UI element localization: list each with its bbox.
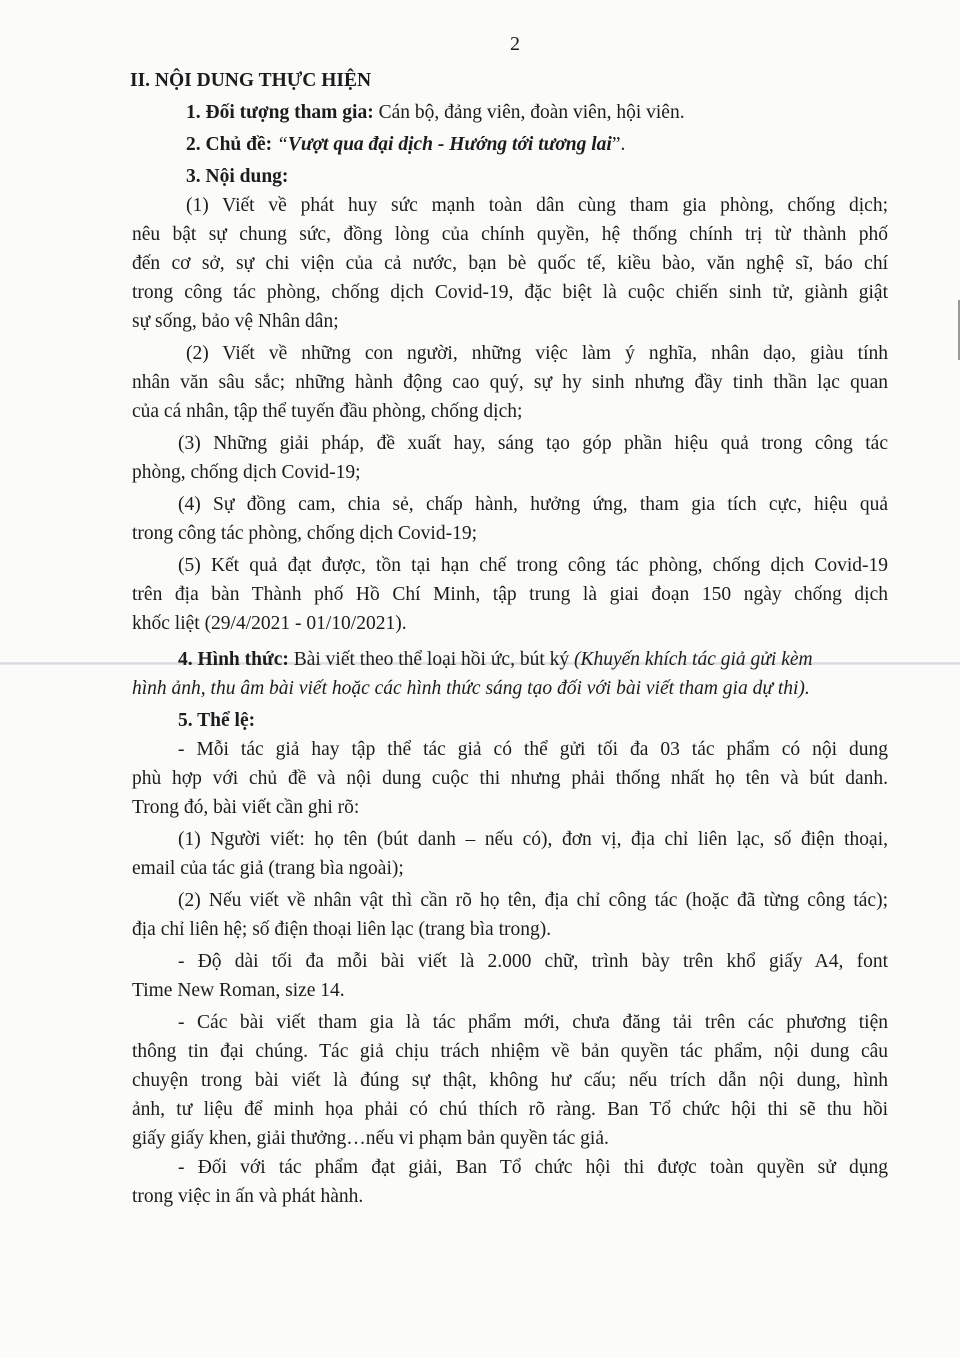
paragraph-line: trong công tác phòng, chống dịch Covid-19; bbox=[132, 523, 477, 544]
paragraph-line: giấy giấy khen, giải thưởng…nếu vi phạm bản quyền tác giả. bbox=[132, 1128, 609, 1149]
paragraph-line: nhân văn sâu sắc; những hành động cao quý, sự hy sinh nhưng đầy tinh thần lạc quan bbox=[132, 372, 888, 393]
form-label: 4. Hình thức: bbox=[178, 649, 289, 670]
rule-2 bbox=[132, 947, 888, 1005]
theme-label: 2. Chủ đề: bbox=[186, 134, 273, 155]
paragraph-line: (1) Viết về phát huy sức mạnh toàn dân cùng tham gia phòng, chống dịch; bbox=[186, 195, 888, 216]
participants-label: 1. Đối tượng tham gia: bbox=[186, 102, 374, 123]
content-heading: 3. Nội dung: bbox=[186, 166, 289, 187]
theme-paragraph bbox=[132, 130, 888, 159]
paragraph-line: phòng, chống dịch Covid-19; bbox=[132, 462, 361, 483]
paragraph-line: (3) Những giải pháp, đề xuất hay, sáng tạo góp phần hiệu quả trong công tác bbox=[178, 433, 888, 454]
form-note-line-2: hình ảnh, thu âm bài viết hoặc các hình thức sáng tạo đối với bài viết tham gia dự thi). bbox=[132, 678, 810, 699]
paragraph-line: (2) Viết về những con người, những việc làm ý nghĩa, nhân dạo, giàu tính bbox=[186, 343, 888, 364]
page-number: 2 bbox=[510, 33, 520, 55]
rule-4 bbox=[132, 1153, 888, 1211]
paragraph-line: đến cơ sở, sự chi viện của cả nước, bạn bè quốc tế, kiều bào, văn nghệ sĩ, báo chí bbox=[132, 253, 888, 274]
rule-3 bbox=[132, 1008, 888, 1153]
paragraph-line: Trong đó, bài viết cần ghi rõ: bbox=[132, 797, 360, 818]
participants-text: Cán bộ, đảng viên, đoàn viên, hội viên. bbox=[373, 102, 685, 123]
content-item-1 bbox=[132, 191, 888, 336]
paragraph-line: - Các bài viết tham gia là tác phẩm mới, chưa đăng tải trên các phương tiện bbox=[178, 1012, 888, 1033]
rule-1 bbox=[132, 735, 888, 822]
form-text: Bài viết theo thể loại hồi ức, bút ký bbox=[288, 649, 574, 670]
theme-value: Vượt qua đại dịch - Hướng tới tương lai bbox=[287, 134, 612, 155]
paragraph-line: - Mỗi tác giả hay tập thể tác giả có thể gửi tối đa 03 tác phẩm có nội dung bbox=[178, 739, 888, 760]
rule-1-sub-1 bbox=[132, 825, 888, 883]
paragraph-line: thông tin đại chúng. Tác giả chịu trách nhiệm về bản quyền tác phẩm, nội dung câu bbox=[132, 1041, 888, 1062]
content-item-4 bbox=[132, 490, 888, 548]
paragraph-line: Time New Roman, size 14. bbox=[132, 980, 345, 1001]
content-item-5 bbox=[132, 551, 888, 638]
paragraph-line: trên địa bàn Thành phố Hồ Chí Minh, tập trung là giai đoạn 150 ngày chống dịch bbox=[132, 584, 888, 605]
content-item-2 bbox=[132, 339, 888, 426]
form-note-line-1: (Khuyến khích tác giả gửi kèm bbox=[573, 649, 813, 670]
paragraph-line: (5) Kết quả đạt được, tồn tại hạn chế trong công tác phòng, chống dịch Covid-19 bbox=[178, 555, 888, 576]
paragraph-line: nêu bật sự chung sức, đồng lòng của chính quyền, hệ thống chính trị từ thành phố bbox=[132, 224, 888, 245]
paragraph-line: chuyện trong bài viết là đúng sự thật, không hư cấu; nếu trích dẫn nội dung, hình bbox=[132, 1070, 888, 1091]
paragraph-line: - Độ dài tối đa mỗi bài viết là 2.000 chữ, trình bày trên khổ giấy A4, font bbox=[178, 951, 888, 972]
section-title: II. NỘI DUNG THỰC HIỆN bbox=[130, 70, 372, 91]
paragraph-line: ảnh, tư liệu để minh họa phải có chú thích rõ ràng. Ban Tổ chức hội thi sẽ thu hồi bbox=[132, 1099, 888, 1120]
rule-1-sub-2 bbox=[132, 886, 888, 944]
paragraph-line: khốc liệt (29/4/2021 - 01/10/2021). bbox=[132, 613, 407, 634]
paragraph-line: của cá nhân, tập thể tuyến đầu phòng, chống dịch; bbox=[132, 401, 523, 422]
paragraph-line: địa chỉ liên hệ; số điện thoại liên lạc (trang bìa trong). bbox=[132, 919, 552, 940]
paragraph-line: (4) Sự đồng cam, chia sẻ, chấp hành, hưởng ứng, tham gia tích cực, hiệu quả bbox=[178, 494, 888, 515]
document-body bbox=[132, 66, 888, 1211]
content-item-3 bbox=[132, 429, 888, 487]
paragraph-line: trong công tác phòng, chống dịch Covid-19, đặc biệt là cuộc chiến sinh tử, giành giật bbox=[132, 282, 888, 303]
paragraph-line: sự sống, bảo vệ Nhân dân; bbox=[132, 311, 339, 332]
paragraph-line: (2) Nếu viết về nhân vật thì cần rõ họ tên, địa chỉ công tác (hoặc đã từng công tác); bbox=[178, 890, 888, 911]
theme-open-quote: “ bbox=[272, 134, 288, 155]
theme-close-quote: ”. bbox=[611, 134, 626, 155]
paragraph-line: phù hợp với chủ đề và nội dung cuộc thi nhưng phải thống nhất họ tên và bút danh. bbox=[132, 768, 888, 789]
participants-paragraph bbox=[132, 98, 888, 127]
form-paragraph bbox=[132, 645, 888, 674]
rules-heading: 5. Thể lệ: bbox=[178, 710, 256, 731]
paragraph-line: (1) Người viết: họ tên (bút danh – nếu có), đơn vị, địa chỉ liên lạc, số điện thoại, bbox=[178, 829, 888, 850]
paragraph-line: trong việc in ấn và phát hành. bbox=[132, 1186, 364, 1207]
paragraph-line: - Đối với tác phẩm đạt giải, Ban Tổ chức hội thi được toàn quyền sử dụng bbox=[178, 1157, 888, 1178]
paragraph-line: email của tác giả (trang bìa ngoài); bbox=[132, 858, 404, 879]
